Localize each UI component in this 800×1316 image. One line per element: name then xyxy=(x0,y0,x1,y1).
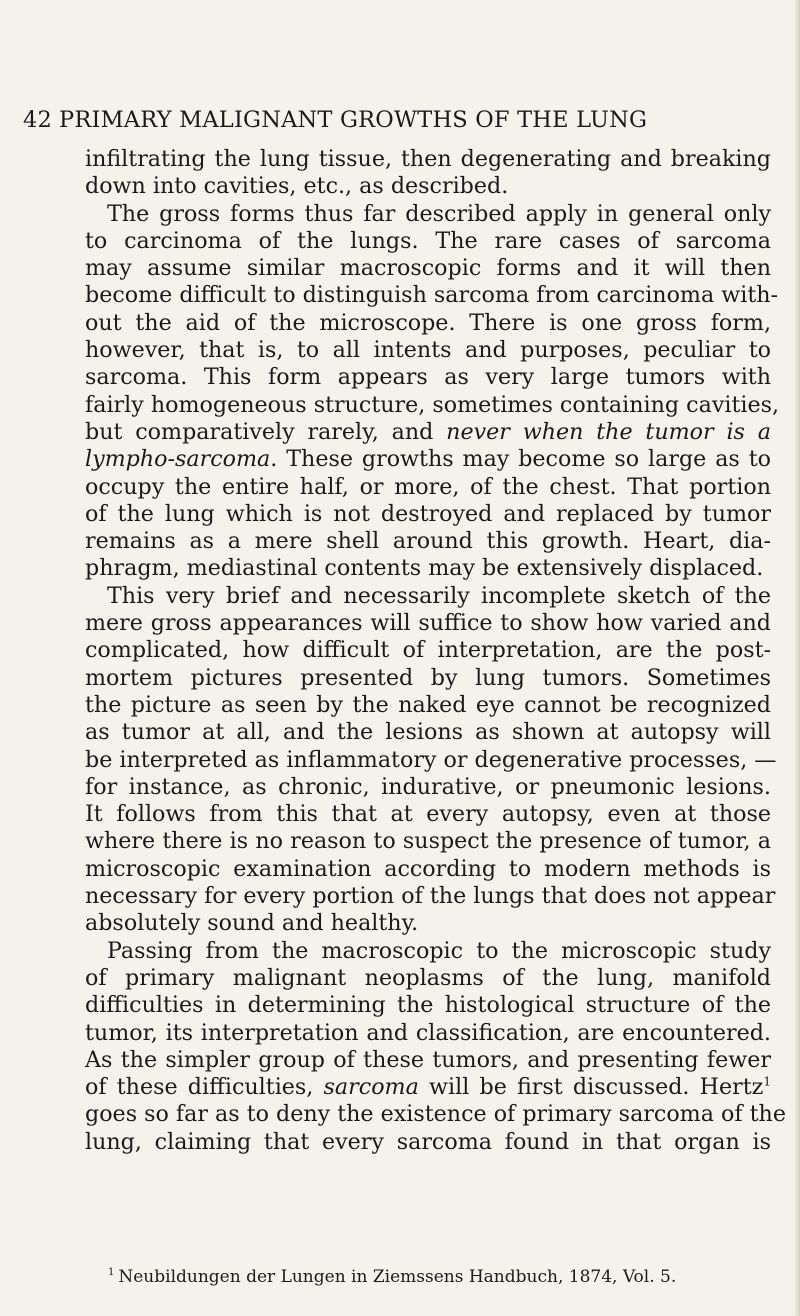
text-line xyxy=(85,201,771,228)
text-line xyxy=(85,828,771,855)
text-line xyxy=(85,1101,786,1128)
text-line xyxy=(85,801,771,828)
text-line xyxy=(85,774,771,801)
text-line xyxy=(85,146,771,173)
line-text: down into cavities, etc., as described. xyxy=(85,173,509,200)
footnote xyxy=(108,1266,728,1288)
text-line xyxy=(85,910,771,937)
line-text: As the simpler group of these tumors, and presenting fewer xyxy=(85,1046,771,1073)
line-text: where there is no reason to suspect the presence of tumor, a xyxy=(85,828,771,855)
text-line xyxy=(85,555,771,582)
text-line xyxy=(85,1074,771,1101)
line-text: however, that is, to all intents and purposes, peculiar to xyxy=(85,337,771,364)
text-line xyxy=(85,719,771,746)
line-text: mere gross appearances will suffice to show how varied and xyxy=(85,610,771,637)
text-line xyxy=(85,337,771,364)
line-text: It follows from this that at every autopsy, even at those xyxy=(85,801,771,828)
line-text: This very brief and necessarily incomplete sketch of the xyxy=(107,582,771,609)
line-text: difficulties in determining the histological structure of the xyxy=(85,992,771,1019)
footnote-text: Neubildungen der Lungen in Ziemssens Handbuch, 1874, Vol. 5. xyxy=(118,1267,677,1287)
line-text: . These growths may become so large as to xyxy=(270,446,771,473)
text-line xyxy=(85,228,771,255)
text-line xyxy=(85,583,771,610)
line-text: but comparatively rarely, and xyxy=(85,418,447,445)
text-line xyxy=(85,446,771,473)
text-line xyxy=(85,255,771,282)
line-text: may assume similar macroscopic forms and it will then xyxy=(85,255,771,282)
line-text: microscopic examination according to modern methods is xyxy=(85,855,771,882)
text-line xyxy=(85,992,771,1019)
line-text: lung, claiming that every sarcoma found in that organ is xyxy=(85,1128,771,1155)
text-line xyxy=(85,528,771,555)
text-line xyxy=(85,1020,771,1047)
line-text: out the aid of the microscope. There is one gross form, xyxy=(85,309,771,336)
text-line xyxy=(85,501,771,528)
italic-text: sarcoma xyxy=(323,1074,419,1101)
line-text: phragm, mediastinal contents may be extensively displaced. xyxy=(85,555,764,582)
text-line xyxy=(85,310,771,337)
line-text: as tumor at all, and the lesions as shown at autopsy will xyxy=(85,719,771,746)
text-line xyxy=(85,665,771,692)
line-text: of these difficulties, xyxy=(85,1074,324,1101)
line-text: tumor, its interpretation and classification, are encountered. xyxy=(85,1019,771,1046)
text-line xyxy=(85,1047,771,1074)
line-text: fairly homogeneous structure, sometimes containing cavities, xyxy=(85,391,780,418)
text-line xyxy=(85,173,771,200)
text-line xyxy=(85,965,771,992)
line-text: become difficult to distinguish sarcoma from carcinoma with- xyxy=(85,282,779,309)
line-text: The gross forms thus far described apply in general only xyxy=(107,200,771,227)
text-line xyxy=(85,637,771,664)
italic-text: never when the tumor is a xyxy=(446,418,771,445)
line-text: goes so far as to deny the existence of primary sarcoma of the xyxy=(85,1101,786,1128)
footnote-reference: 1 xyxy=(763,1074,771,1089)
text-line xyxy=(85,610,771,637)
line-text: absolutely sound and healthy. xyxy=(85,910,419,937)
text-line xyxy=(85,364,771,391)
text-line xyxy=(85,692,771,719)
page-number: 42 xyxy=(23,107,53,133)
line-text: will be first discussed. Hertz xyxy=(418,1074,764,1101)
line-text: complicated, how difficult of interpretation, are the post- xyxy=(85,637,771,664)
running-title: PRIMARY MALIGNANT GROWTHS OF THE LUNG xyxy=(59,107,648,133)
line-text: of primary malignant neoplasms of the lung, manifold xyxy=(85,964,771,991)
text-line xyxy=(85,474,771,501)
line-text: the picture as seen by the naked eye cannot be recognized xyxy=(85,691,771,718)
line-text: necessary for every portion of the lungs that does not appear xyxy=(85,883,776,910)
line-text: Passing from the macroscopic to the microscopic study xyxy=(107,937,771,964)
text-line xyxy=(85,419,771,446)
running-header xyxy=(23,106,773,134)
line-text: be interpreted as inflammatory or degenerative processes, — xyxy=(85,746,777,773)
line-text: remains as a mere shell around this growth. Heart, dia- xyxy=(85,528,771,555)
line-text: for instance, as chronic, indurative, or pneumonic lesions. xyxy=(85,773,771,800)
footnote-marker: 1 xyxy=(108,1267,115,1279)
line-text: occupy the entire half, or more, of the chest. That portion xyxy=(85,473,771,500)
line-text: infiltrating the lung tissue, then degenerating and breaking xyxy=(85,146,771,172)
italic-text: lympho-sarcoma xyxy=(85,446,271,473)
body-text xyxy=(85,146,786,1156)
line-text: of the lung which is not destroyed and replaced by tumor xyxy=(85,500,771,527)
line-text: sarcoma. This form appears as very large tumors with xyxy=(85,364,771,391)
text-line xyxy=(85,282,779,309)
line-text: to carcinoma of the lungs. The rare cases of sarcoma xyxy=(85,227,771,254)
text-line xyxy=(85,938,771,965)
line-text: mortem pictures presented by lung tumors. Sometimes xyxy=(85,664,771,691)
text-line xyxy=(85,883,776,910)
text-line xyxy=(85,856,771,883)
text-line xyxy=(85,1129,771,1156)
text-line xyxy=(85,391,780,419)
page-edge-shadow xyxy=(794,0,800,1316)
text-line xyxy=(85,746,777,774)
